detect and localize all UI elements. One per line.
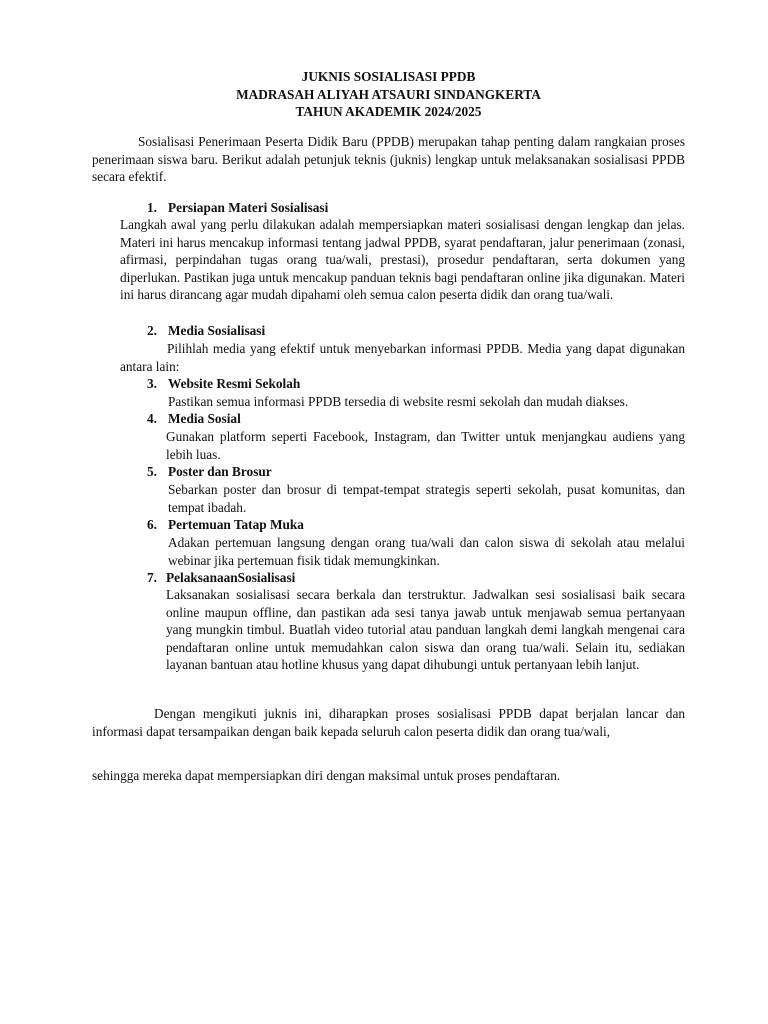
section-number: 4. — [147, 411, 157, 426]
section-heading-1 — [147, 199, 329, 217]
section-body-7: Laksanakan sosialisasi secara berkala dan terstruktur. Jadwalkan sesi sosialisasi baik secara online maupun offline, dan pastikan ada sesi tanya jawab untuk menjawab semua pertanyaan yang mungkin timbul. Buatlah video tutorial atau panduan langkah demi langkah mengenai cara pendaftaran online untuk memudahkan calon siswa dan orang tua/wali. Selain itu, sediakan layanan bantuan atau hotline khusus yang dapat dihubungi untuk pertanyaan lebih lanjut. — [166, 587, 685, 673]
title-line-2: MADRASAH ALIYAH ATSAURI SINDANGKERTA — [236, 86, 541, 102]
section-number: 2. — [147, 323, 157, 338]
title-line-1: JUKNIS SOSIALISASI PPDB — [301, 69, 476, 84]
section-body-6: Adakan pertemuan langsung dengan orang tua/wali dan calon siswa di sekolah atau melalui webinar jika pertemuan fisik tidak memungkinkan. — [168, 535, 685, 568]
section-body-5: Sebarkan poster dan brosur di tempat-tempat strategis seperti sekolah, pusat komunitas, dan tempat ibadah. — [168, 482, 685, 515]
section-title: PelaksanaanSosialisasi — [166, 570, 296, 585]
section-number: 5. — [147, 464, 157, 479]
section-title: Website Resmi Sekolah — [168, 376, 301, 391]
section-title: Media Sosialisasi — [168, 323, 266, 338]
section-title: Pertemuan Tatap Muka — [168, 517, 304, 532]
section-heading-2 — [147, 322, 266, 340]
section-title: Persiapan Materi Sosialisasi — [168, 200, 329, 215]
section-title: Media Sosial — [168, 411, 241, 426]
closing-paragraph-continued: sehingga mereka dapat mempersiapkan diri dengan maksimal untuk proses pendaftaran. — [92, 768, 561, 783]
section-heading-4 — [147, 410, 241, 428]
section-number: 7. — [147, 570, 157, 585]
section-body-1: Langkah awal yang perlu dilakukan adalah mempersiapkan materi sosialisasi dengan lengkap dan jelas. Materi ini harus mencakup informasi tentang jadwal PPDB, syarat pendaftaran, jalur penerimaan (zonasi, afirmasi, perpindahan tugas orang tua/wali, prestasi), prosedur pendaftaran, serta dokumen yang diperlukan. Pastikan juga untuk mencakup panduan teknis bagi pendaftaran online jika digunakan. Materi ini harus dirancang agar mudah dipahami oleh semua calon peserta didik dan orang tua/wali. — [120, 217, 685, 303]
section-heading-7 — [147, 569, 296, 587]
section-number: 6. — [147, 517, 157, 532]
section-heading-5 — [147, 463, 272, 481]
section-number: 1. — [147, 200, 157, 215]
title-line-3: TAHUN AKADEMIK 2024/2025 — [295, 104, 482, 119]
section-body-2: Pilihlah media yang efektif untuk menyebarkan informasi PPDB. Media yang dapat digunakan antara lain: — [120, 341, 685, 374]
section-number: 3. — [147, 376, 157, 391]
section-heading-6 — [147, 516, 304, 534]
intro-paragraph: Sosialisasi Penerimaan Peserta Didik Baru (PPDB) merupakan tahap penting dalam rangkaian proses penerimaan siswa baru. Berikut adalah petunjuk teknis (juknis) lengkap untuk melaksanakan sosialisasi PPDB secara efektif. — [92, 134, 685, 185]
closing-paragraph: Dengan mengikuti juknis ini, diharapkan proses sosialisasi PPDB dapat berjalan lancar dan informasi dapat tersampaikan dengan baik kepada seluruh calon peserta didik dan orang tua/wali, — [92, 706, 685, 739]
section-heading-3 — [147, 375, 301, 393]
section-body-4: Gunakan platform seperti Facebook, Instagram, dan Twitter untuk menjangkau audiens yang lebih luas. — [166, 429, 685, 462]
section-title: Poster dan Brosur — [168, 464, 272, 479]
document-title — [92, 68, 685, 121]
section-body-3: Pastikan semua informasi PPDB tersedia di website resmi sekolah dan mudah diakses. — [168, 394, 629, 409]
